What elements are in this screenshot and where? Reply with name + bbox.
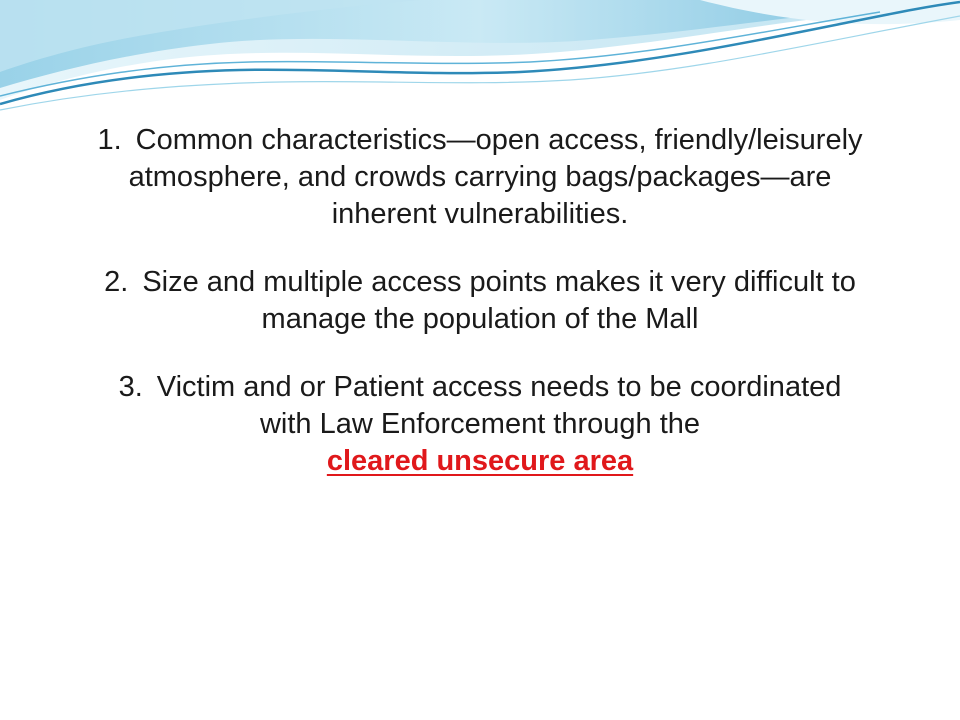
- item-text: Size and multiple access points makes it very difficult to manage the population of the Mall: [142, 266, 856, 335]
- numbered-list: [90, 122, 870, 511]
- item-text: Common characteristics—open access, friendly/leisurely atmosphere, and crowds carrying bags/packages—are inherent vulnerabilities.: [128, 124, 863, 230]
- list-item-3: [90, 369, 870, 480]
- item-text: Victim and or Patient access needs to be coordinated with Law Enforcement through the: [156, 371, 842, 440]
- header-wave-decoration: [0, 0, 960, 120]
- list-item-1: [90, 122, 870, 233]
- item-number: 1.: [97, 124, 122, 156]
- list-item-2: [90, 264, 870, 338]
- item-number: 2.: [104, 266, 129, 298]
- highlighted-phrase: cleared unsecure area: [326, 445, 634, 477]
- item-number: 3.: [118, 371, 143, 403]
